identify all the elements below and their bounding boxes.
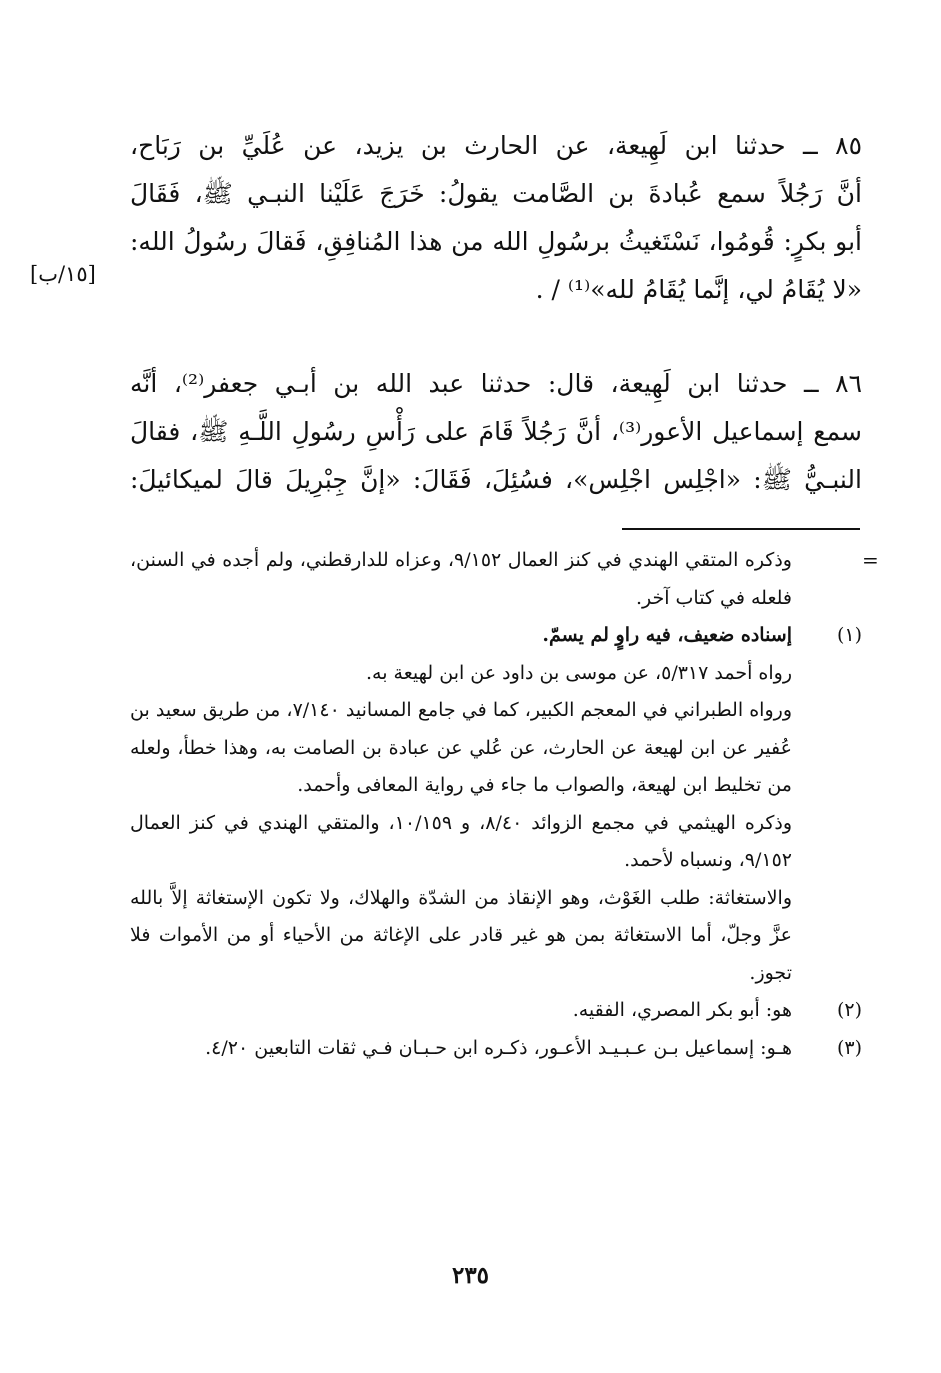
hadith-86-line: النبـيُّ ﷺ: «اجْلِس اجْلِس»، فسُئِلَ، فَقَالَ: «إنَّ جِبْرِيلَ قالَ لميكائيلَ:: [130, 465, 862, 494]
hadith-85-line: أنَّ رَجُلاً سمع عُبادةَ بن الصَّامت يقولُ: خَرَجَ عَلَيْنا النبـي ﷺ، فَقَالَ: [130, 179, 862, 208]
footnote-continued: [130, 542, 862, 617]
footnote-paragraph: رواه أحمد ٥/٣١٧، عن موسى بن داود عن ابن لهيعة به.: [366, 661, 792, 684]
continuation-mark: =: [862, 548, 879, 572]
footnote-paragraph: ورواه الطبراني في المعجم الكبير، كما في جامع المسانيد ٧/١٤٠، من طريق سعيد بن عُفير عن ابن لهيعة عن الحارث، عن عُلي عن عبادة بن الصامت به، وهذا خطأ، ولعله من تخليط ابن لهيعة، والصواب ما جاء في رواية المعافى وأحمد.: [130, 699, 792, 796]
hadith-85-line: أبو بكرٍ: قُومُوا، نَسْتَغيثُ برسُولِ الله من هذا المُنافِقِ، فَقالَ رسُولُ الله:: [130, 227, 862, 256]
footnote-paragraph: والاستغاثة: طلب الغَوْث، وهو الإنقاذ من الشدّة والهلاك، ولا تكون الإستغاثة إلاَّ بالله عزَّ وجلّ، أما الاستغاثة بمن هو غير قادر على الإغاثة من الأحياء أو من الأموات فلا تجوز.: [130, 886, 792, 984]
footnote-number: (٢): [836, 999, 862, 1021]
footnote-3: [130, 1030, 862, 1068]
footnote-verdict: إسناده ضعيف، فيه راوٍ لم يسمّ.: [542, 624, 792, 646]
footnote-1: [130, 617, 862, 992]
footnote-text: وذكره المتقي الهندي في كنز العمال ٩/١٥٢، وعزاه للدارقطني، ولم أجده في السنن، فلعله في كتاب آخر.: [130, 549, 792, 609]
hadith-86-line: ٨٦ ــ حدثنا ابن لَهِيعة، قال: حدثنا عبد الله بن أبـي جعفر⁽²⁾، أنَّه: [130, 369, 862, 398]
hadith-85: [130, 122, 862, 314]
footnote-separator: [622, 528, 860, 530]
hadith-85-line: ٨٥ ــ حدثنا ابن لَهِيعة، عن الحارث بن يزيد، عن عُلَيِّ بن رَبَاح،: [130, 131, 862, 160]
folio-margin-reference: [١٥/ب]: [30, 262, 96, 286]
hadith-86-line: سمع إسماعيل الأعور⁽³⁾، أنَّ رَجُلاً قَامَ على رَأْسِ رسُولِ اللَّـهِ ﷺ، فقالَ: [130, 417, 862, 446]
footnotes: [130, 542, 862, 1067]
hadith-86: [130, 360, 862, 504]
footnote-text: هو: أبو بكر المصري، الفقيه.: [572, 999, 792, 1021]
footnote-2: [130, 992, 862, 1030]
footnote-text: هـو: إسماعيل بـن عـبـيـد الأعـور، ذكـره ابن حـبـان فـي ثقات التابعين ٤/٢٠.: [205, 1036, 792, 1059]
footnote-paragraph: وذكره الهيثمي في مجمع الزوائد ٨/٤٠، و ١٠/١٥٩، والمتقي الهندي في كنز العمال ٩/١٥٢، ونسباه لأحمد.: [130, 811, 793, 871]
page-number: ٢٣٥: [451, 1262, 490, 1289]
footnote-number: (٣): [836, 1036, 862, 1059]
hadith-85-line: «لا يُقَامُ لي، إنَّما يُقَامُ لله»⁽¹⁾ / .: [535, 275, 862, 304]
footnote-number: (١): [836, 624, 862, 646]
